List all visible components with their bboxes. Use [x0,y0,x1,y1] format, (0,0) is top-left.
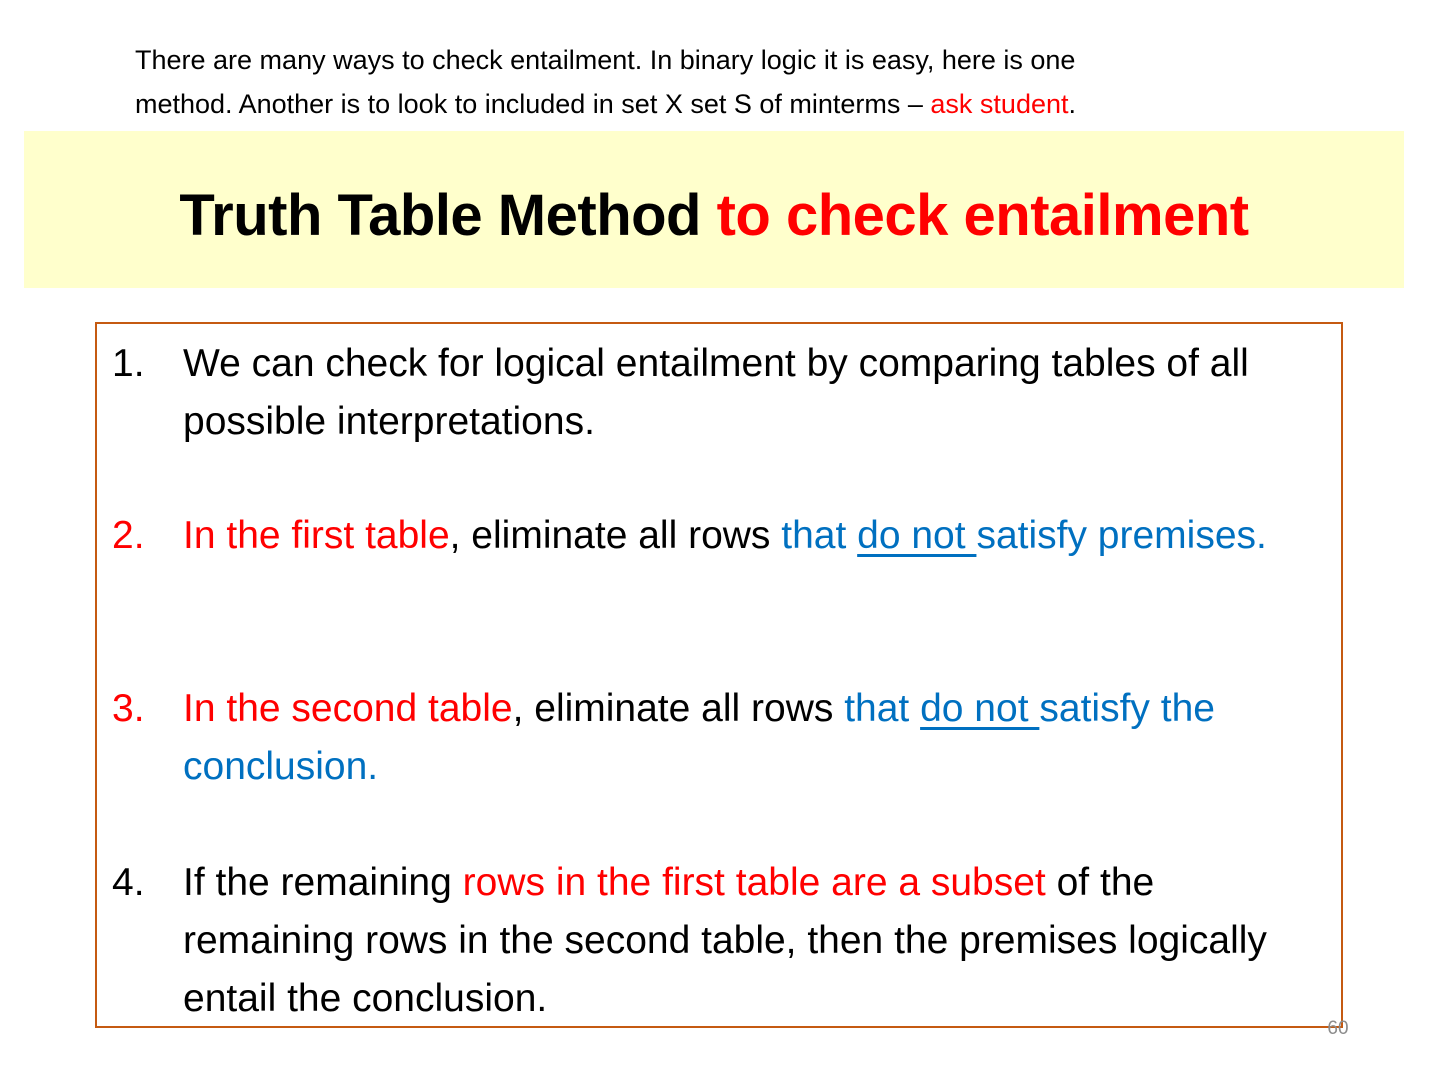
list-number: 3. [112,687,145,730]
list-item-1 [112,335,1332,451]
text-segment-red: In the first table [183,514,450,557]
list-item-3 [112,680,1332,796]
text-segment-red: rows in the first table are a subset [462,861,1046,904]
text-segment: , eliminate all rows [512,687,845,730]
text-segment-blue: satisfy the conclusion. [183,687,1215,788]
text-segment: We can check for logical entailment by comparing tables of all possible interpretations. [183,342,1249,443]
list-text [183,507,1332,565]
note-end: . [1068,89,1077,119]
list-number: 4. [112,861,145,904]
list-number: 2. [112,514,145,557]
text-segment-blue: that [781,514,858,557]
slide-title [24,131,1404,288]
text-segment: of the remaining rows in the second table, then the premises logically entail the conclusion. [183,861,1267,1020]
list-text [183,854,1332,1028]
note-line1: There are many ways to check entailment. In binary logic it is easy, here is one [135,45,1076,75]
text-segment-red: In the second table [183,687,513,730]
list-item-4 [112,854,1332,1028]
text-segment-underlined: do not [857,514,977,557]
page-number: 60 [1327,1018,1349,1039]
list-text [183,680,1332,796]
text-segment: , eliminate all rows [449,514,782,557]
list-text [183,335,1332,451]
list-item-2 [112,507,1332,565]
speaker-note [135,38,1335,126]
text-segment-blue: satisfy premises. [976,514,1267,557]
title-band [24,131,1404,288]
text-segment-underlined: do not [920,687,1040,730]
text-segment: If the remaining [183,861,463,904]
title-part-red: to check entailment [716,183,1249,248]
note-line2: method. Another is to look to included in set X set S of minterms – [135,89,931,119]
note-highlight: ask student [930,89,1069,119]
list-number: 1. [112,342,145,385]
text-segment-blue: that [844,687,921,730]
title-part-black: Truth Table Method [179,183,717,248]
